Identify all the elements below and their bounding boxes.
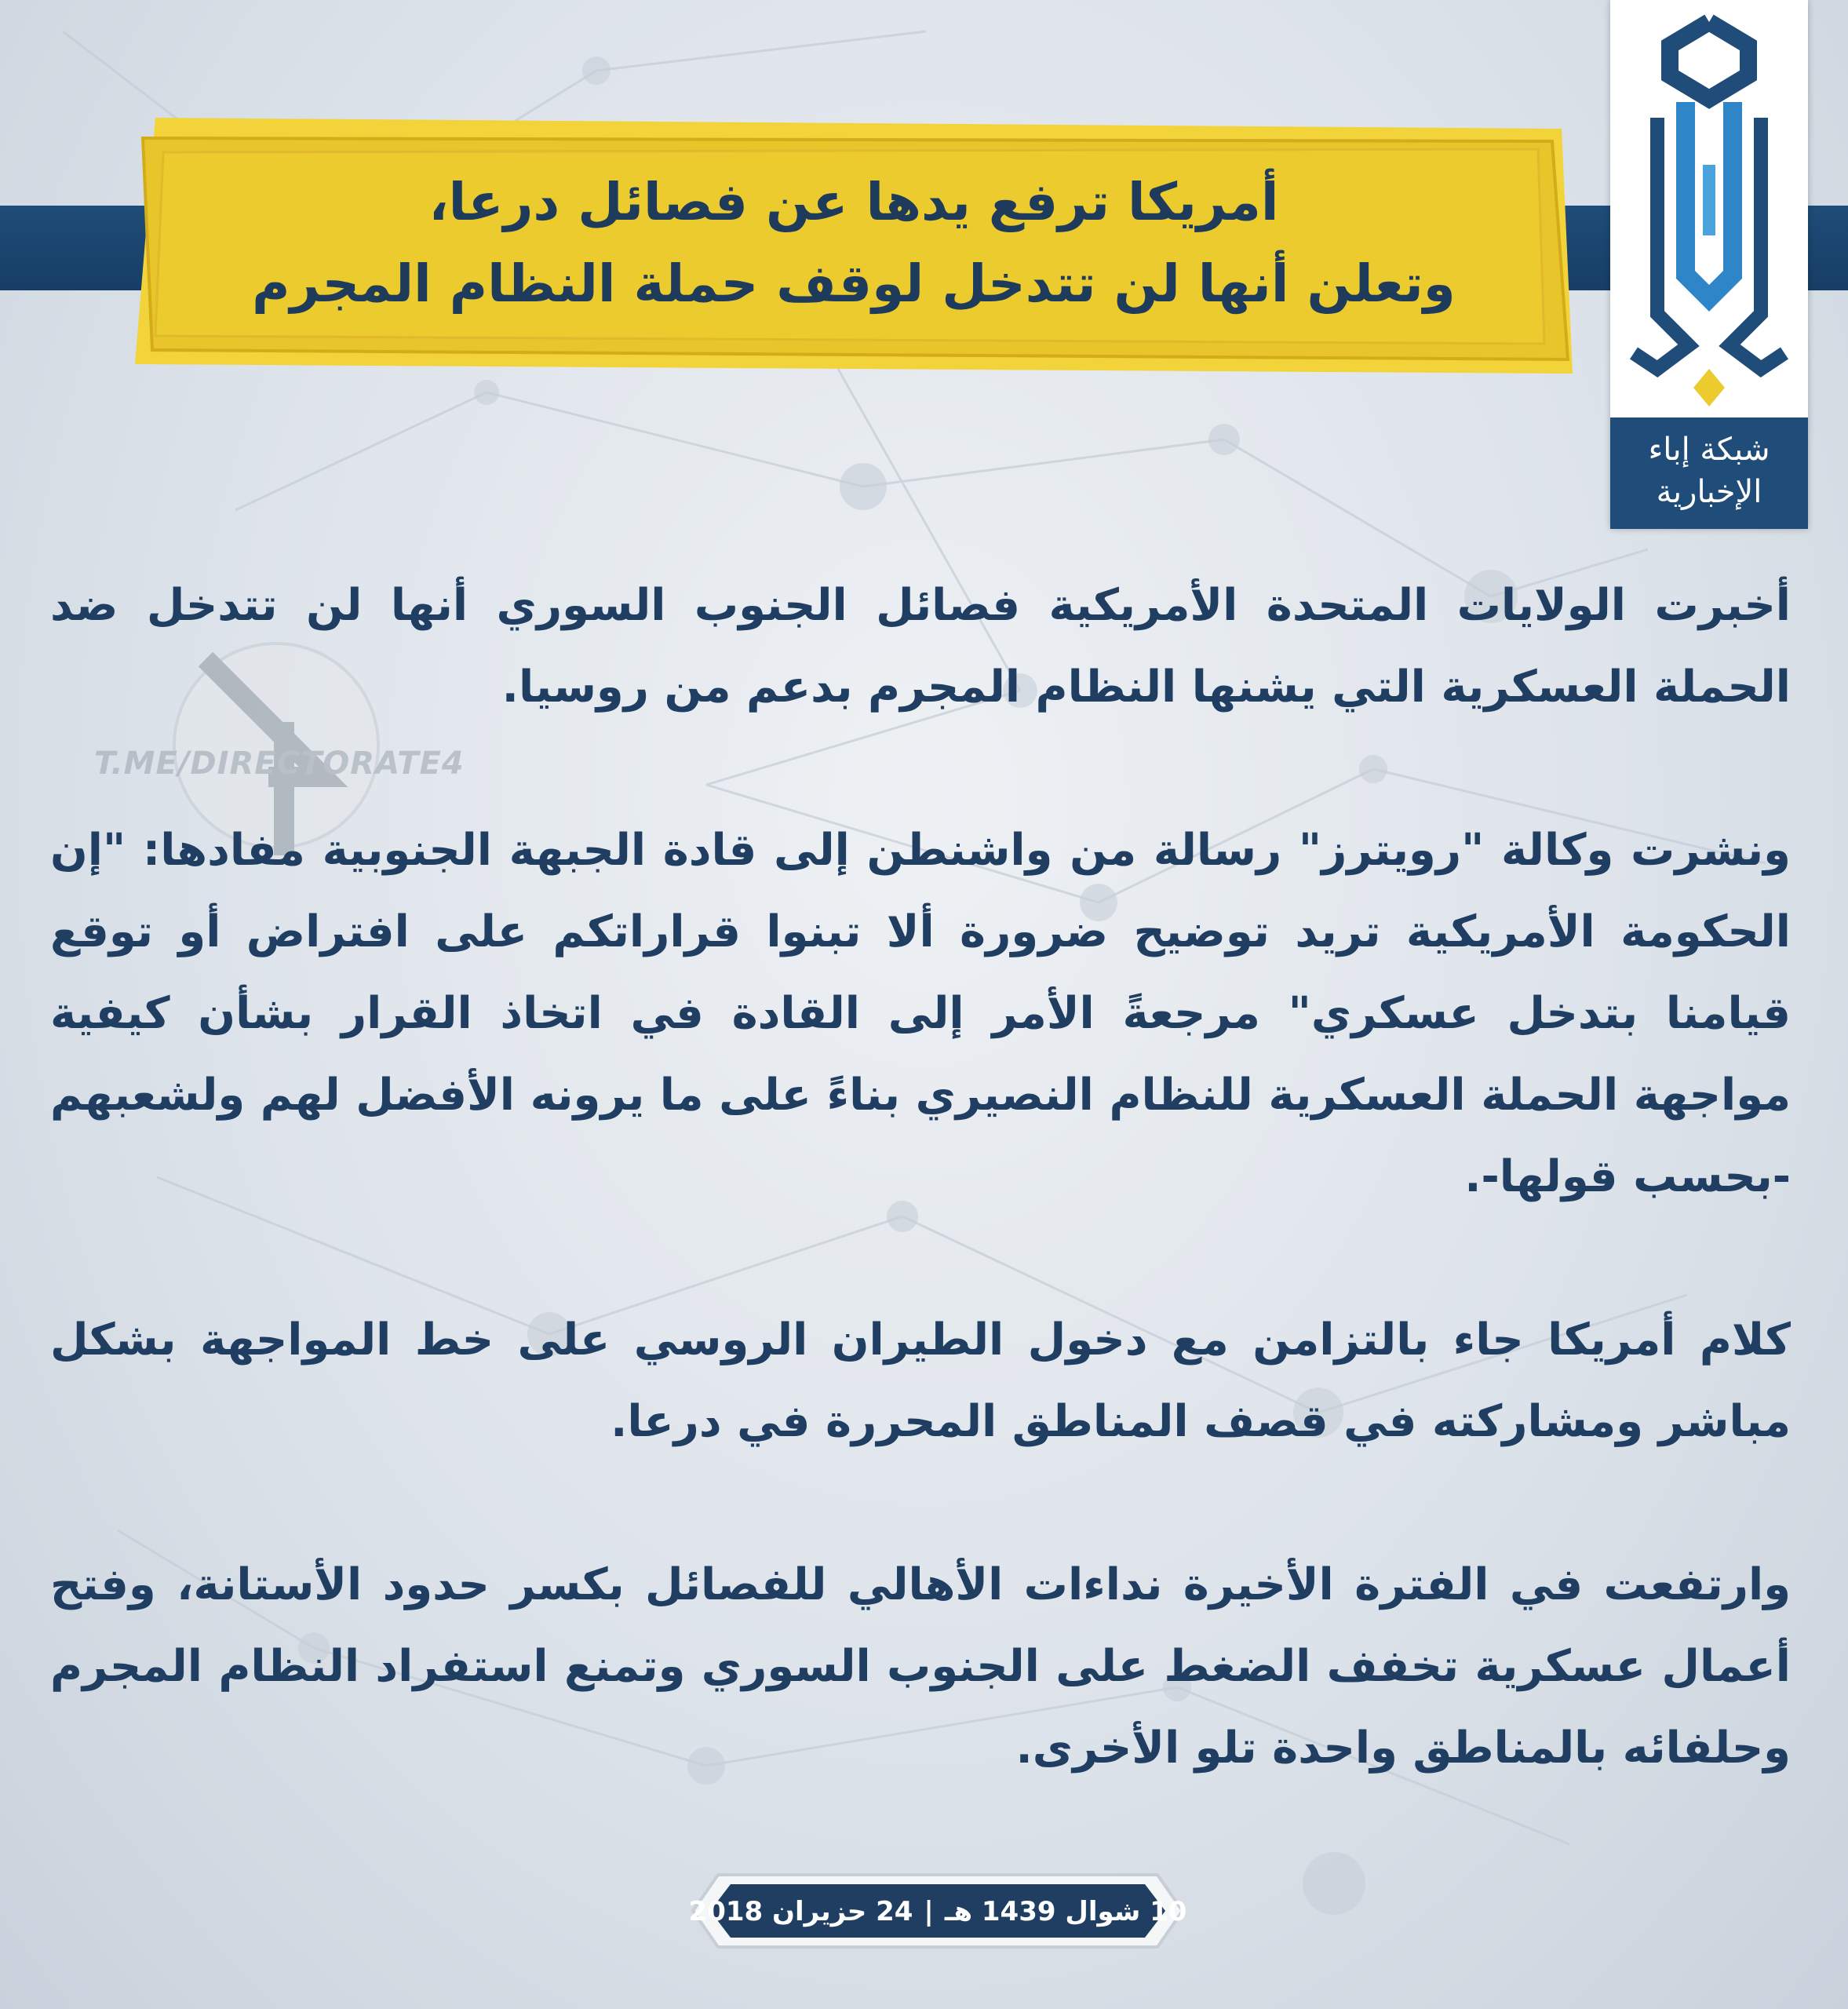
hijri-date: 10 شوال 1439 هـ: [944, 1896, 1187, 1927]
headline-line-2: وتعلن أنها لن تتدخل لوقف حملة النظام المجرم: [252, 253, 1456, 314]
paragraph: أخبرت الولايات المتحدة الأمريكية فصائل الجنوب السوري أنها لن تتدخل ضد الحملة العسكرية التي يشنها النظام المجرم بدعم من روسيا.: [50, 580, 1791, 713]
article-body: [50, 565, 1791, 1871]
brand-name: [1610, 417, 1808, 529]
headline-banner: [132, 115, 1576, 381]
paragraph: ونشرت وكالة "رويترز" رسالة من واشنطن إلى قادة الجبهة الجنوبية مفادها: "إن الحكومة الأمريكية تريد توضيح ضرورة ألا تبنوا قراراتكم على افتراض أو توقع قيامنا بتدخل عسكري" مرجعةً الأمر إلى القادة في اتخاذ القرار بشأن كيفية مواجهة الحملة العسكرية للنظام النصيري بناءً على ما يرونه الأفضل لهم ولشعبهم -بحسب قولها-.: [50, 825, 1791, 1202]
brand-name-line-2: الإخبارية: [1656, 474, 1762, 510]
watermark-text: T.ME/DIRECTORATE4: [94, 746, 465, 782]
headline-line-1: أمريكا ترفع يدها عن فصائل درعا،: [428, 172, 1279, 232]
gregorian-date: 24 حزيران 2018: [688, 1896, 913, 1927]
paragraph: وارتفعت في الفترة الأخيرة نداءات الأهالي للفصائل بكسر حدود الأستانة، وفتح أعمال عسكرية تخفف الضغط على الجنوب السوري وتمنع استفراد النظام المجرم وحلفائه بالمناطق واحدة تلو الأخرى.: [50, 1559, 1791, 1774]
brand-logo: [1610, 0, 1808, 529]
headline: [179, 162, 1529, 325]
date-badge: [687, 1864, 1189, 1958]
paragraph: كلام أمريكا جاء بالتزامن مع دخول الطيران الروسي على خط المواجهة بشكل مباشر ومشاركته في قصف المناطق المحررة في درعا.: [50, 1314, 1791, 1447]
date-separator: |: [924, 1896, 934, 1927]
publication-date: [687, 1884, 1189, 1939]
calligraphy-logo-icon: [1610, 0, 1808, 417]
brand-name-line-1: شبكة إباء: [1648, 432, 1770, 468]
